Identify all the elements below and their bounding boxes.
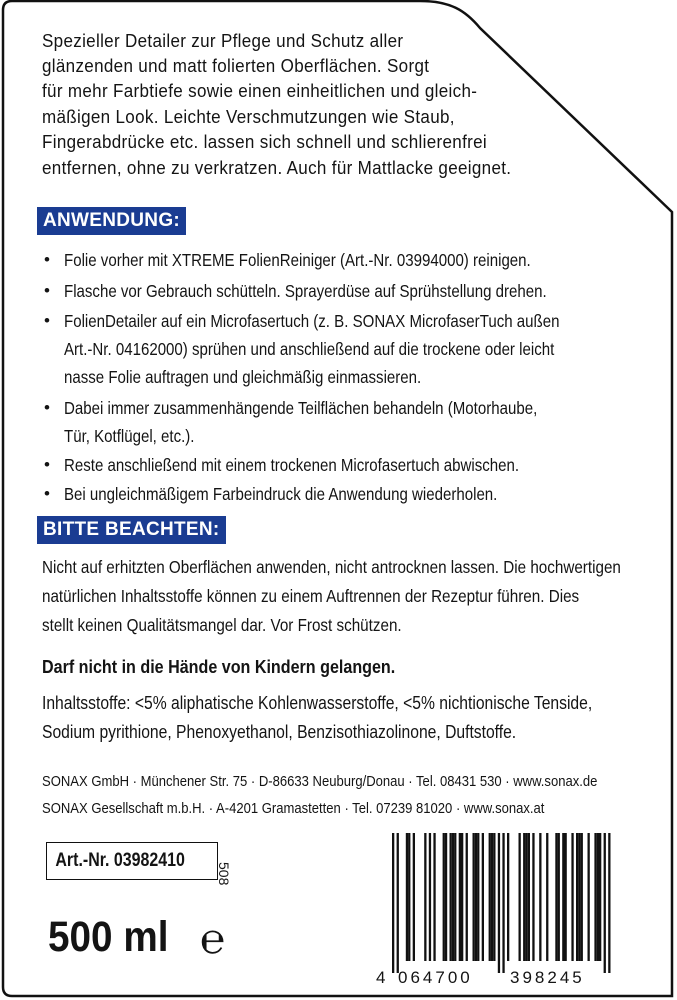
address-line: SONAX Gesellschaft m.b.H. · A-4201 Gramastetten · Tel. 07239 81020 · www.sonax.at (42, 800, 545, 817)
intro-line: glänzenden und matt folierten Oberflächen. Sorgt (42, 55, 430, 76)
barcode-bar (528, 833, 530, 961)
barcode-bar (477, 833, 479, 961)
barcode-bar (523, 833, 525, 961)
barcode-bar (507, 833, 509, 961)
usage-item: Dabei immer zusammenhängende Teilflächen behandeln (Motorhaube, (64, 398, 538, 418)
bullet-symbol: • (44, 398, 50, 417)
barcode-bar (413, 833, 415, 961)
estimated-sign-icon: ℮ (200, 914, 226, 963)
intro-line: mäßigen Look. Leichte Verschmutzungen wie Staub, (42, 106, 455, 127)
barcode-bar (555, 833, 557, 961)
barcode-bar (450, 833, 452, 961)
barcode-first-digit: 4 (376, 968, 389, 987)
notice-heading: BITTE BEACHTEN: (37, 516, 226, 544)
usage-item: Flasche vor Gebrauch schütteln. Sprayerdüse auf Sprühstellung drehen. (64, 281, 547, 301)
barcode-bar (502, 833, 504, 973)
barcode-bar (588, 833, 590, 961)
barcode-bar (424, 833, 426, 961)
intro-line: für mehr Farbtiefe sowie einen einheitlichen und gleich- (42, 80, 478, 101)
barcode-bar (599, 833, 601, 961)
barcode-bar (459, 833, 461, 961)
bullet-symbol: • (44, 311, 50, 330)
barcode-bar (429, 833, 431, 961)
barcode-bar (433, 833, 435, 961)
volume-label: 500 ml (48, 913, 169, 961)
barcode-bar (558, 833, 560, 961)
notice-line: Nicht auf erhitzten Oberflächen anwenden, nicht antrocknen lassen. Die hochwertigen (42, 557, 621, 577)
barcode-bar (482, 833, 484, 961)
barcode-bar (608, 833, 610, 973)
usage-item-continued: nasse Folie auftragen und gleichmäßig einmassieren. (64, 367, 422, 387)
barcode-bar (562, 833, 564, 961)
barcode-digits (376, 968, 616, 988)
side-code: 508 (216, 862, 232, 886)
article-number: Art.-Nr. 03982410 (55, 850, 185, 871)
barcode-bar (571, 833, 573, 961)
intro-line: Fingerabdrücke etc. lassen sich schnell und schlierenfrei (42, 131, 488, 152)
intro-line: entfernen, ohne zu verkratzen. Auch für Mattlacke geeignet. (42, 157, 512, 178)
barcode-bar (454, 833, 456, 961)
usage-heading: ANWENDUNG: (37, 207, 186, 235)
barcode-bar (473, 833, 475, 961)
barcode-bar (461, 833, 463, 961)
intro-line: Spezieller Detailer zur Pflege und Schutz aller (42, 30, 404, 51)
bullet-symbol: • (44, 281, 50, 300)
usage-item-continued: Tür, Kotflügel, etc.). (64, 426, 195, 446)
barcode-bar (408, 833, 410, 961)
barcode-bar (578, 833, 580, 961)
barcode-bar (406, 833, 408, 961)
barcode-bar (597, 833, 599, 961)
usage-item: Bei ungleichmäßigem Farbeindruck die Anwendung wiederholen. (64, 484, 498, 504)
barcode-bar (546, 833, 548, 961)
ingredients-line: Inhaltsstoffe: <5% aliphatische Kohlenwasserstoffe, <5% nichtionische Tenside, (42, 693, 593, 713)
barcode-bar (525, 833, 527, 961)
barcode-bar (539, 833, 541, 961)
barcode-bar (445, 833, 447, 961)
barcode-bar (519, 833, 521, 961)
bullet-symbol: • (44, 455, 50, 474)
barcode-bar (594, 833, 596, 961)
barcode-bar (491, 833, 493, 961)
barcode-right-digits: 398245 (510, 968, 585, 987)
notice-line: natürlichen Inhaltsstoffe können zu einem Auftrennen der Rezeptur führen. Dies (42, 586, 580, 606)
barcode-bar (475, 833, 477, 961)
barcode-bar (581, 833, 583, 961)
barcode-bar (452, 833, 454, 961)
usage-item: Folie vorher mit XTREME FolienReiniger (Art.-Nr. 03994000) reinigen. (64, 250, 531, 270)
bullet-symbol: • (44, 484, 50, 503)
usage-item-continued: Art.-Nr. 04162000) sprühen und anschließend auf die trockene oder leicht (64, 339, 555, 359)
notice-line: stellt keinen Qualitätsmangel dar. Vor Frost schützen. (42, 615, 402, 635)
barcode-bar (489, 833, 491, 961)
usage-item: Reste anschließend mit einem trockenen Microfasertuch abwischen. (64, 455, 520, 475)
barcode-bar (397, 833, 399, 973)
bullet-symbol: • (44, 250, 50, 269)
barcode-bar (392, 833, 394, 973)
barcode-bar (466, 833, 468, 961)
barcode-bar (493, 833, 495, 961)
child-safety-warning: Darf nicht in die Hände von Kindern gelangen. (42, 656, 396, 677)
barcode-bar (532, 833, 534, 961)
barcode (380, 833, 620, 973)
barcode-bar (604, 833, 606, 973)
barcode-bar (498, 833, 500, 973)
barcode-bar (576, 833, 578, 961)
barcode-bar (565, 833, 567, 961)
address-line: SONAX GmbH · Münchener Str. 75 · D-86633 Neuburg/Donau · Tel. 08431 530 · www.sonax.de (42, 773, 598, 790)
article-number-box (46, 842, 218, 880)
ingredients-line: Sodium pyrithione, Phenoxyethanol, Benzisothiazolinone, Duftstoffe. (42, 722, 517, 742)
barcode-bar (443, 833, 445, 961)
barcode-left-digits: 064700 (398, 968, 473, 987)
usage-item: FolienDetailer auf ein Microfasertuch (z. B. SONAX MicrofaserTuch außen (64, 311, 560, 331)
